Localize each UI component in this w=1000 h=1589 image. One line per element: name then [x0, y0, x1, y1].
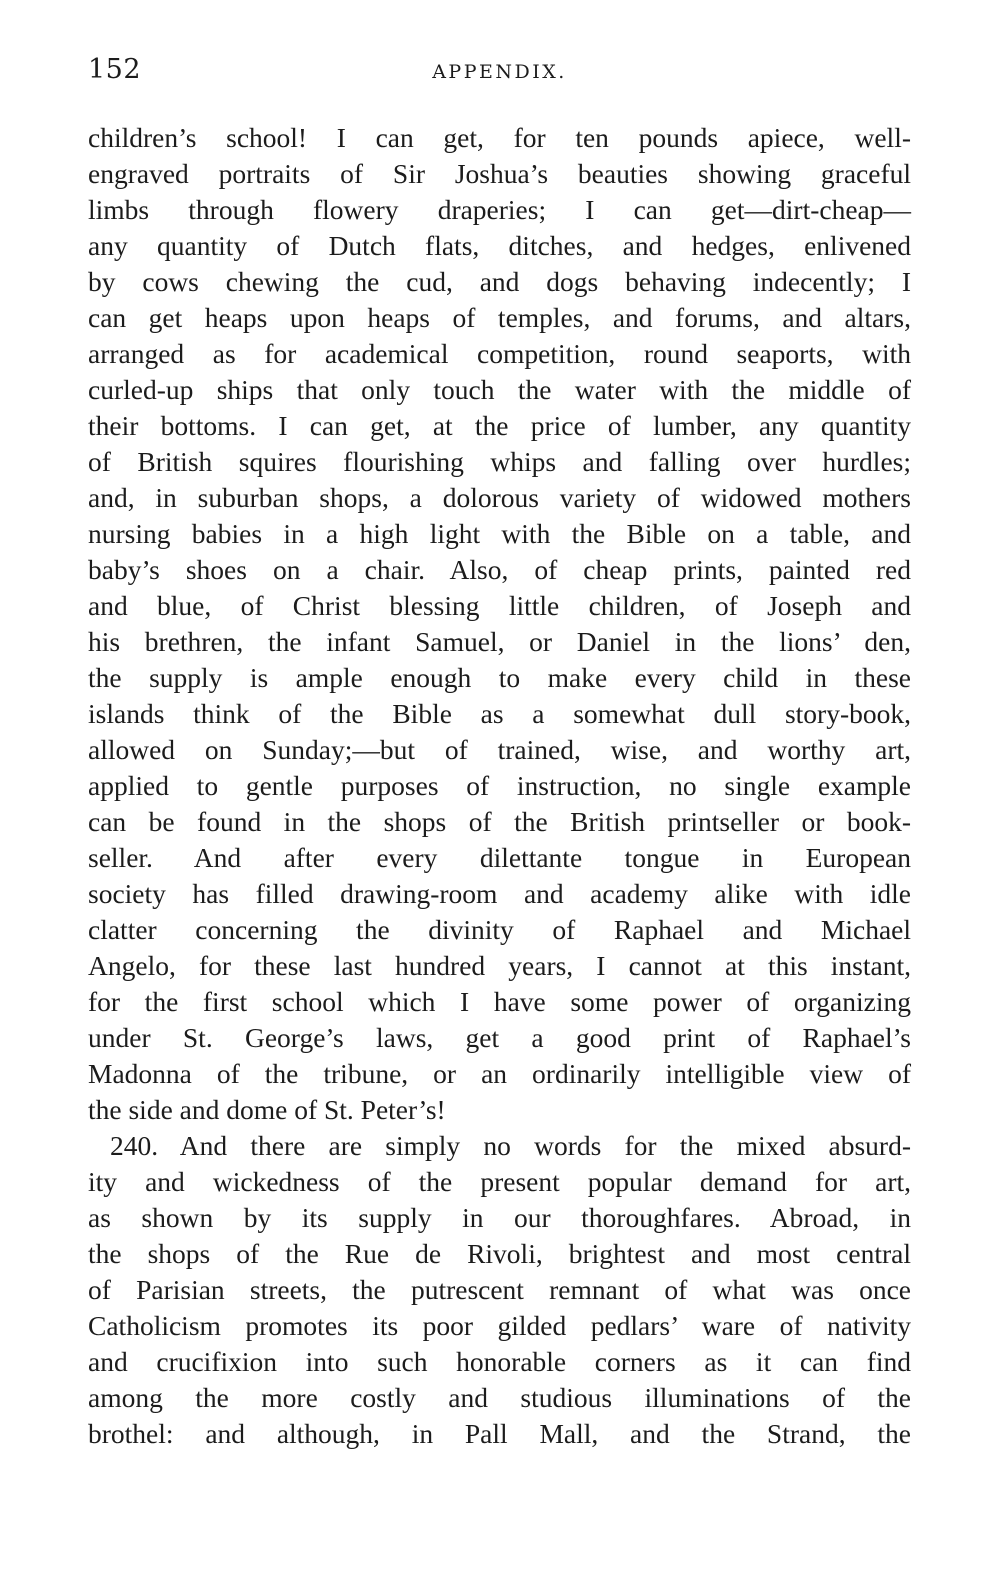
page-header: [88, 54, 911, 98]
text-line: baby’s shoes on a chair. Also, of cheap prints, painted red: [88, 554, 911, 585]
paragraph-end-line: the side and dome of St. Peter’s!: [88, 1094, 446, 1125]
text-line: for the first school which I have some power of organizing: [88, 986, 911, 1017]
text-line: can be found in the shops of the British printseller or book-: [88, 806, 911, 837]
text-line: their bottoms. I can get, at the price of lumber, any quantity: [88, 410, 911, 441]
text-line: nursing babies in a high light with the Bible on a table, and: [88, 518, 911, 549]
text-line: and, in suburban shops, a dolorous variety of widowed mothers: [88, 482, 911, 513]
text-line: curled-up ships that only touch the water with the middle of: [88, 374, 911, 405]
text-line: under St. George’s laws, get a good print of Raphael’s: [88, 1022, 911, 1053]
text-line: by cows chewing the cud, and dogs behaving indecently; I: [88, 266, 911, 297]
text-line: engraved portraits of Sir Joshua’s beauties showing graceful: [88, 158, 911, 189]
text-line: among the more costly and studious illuminations of the: [88, 1382, 911, 1413]
text-line: can get heaps upon heaps of temples, and forums, and altars,: [88, 302, 911, 333]
text-line: allowed on Sunday;—but of trained, wise, and worthy art,: [88, 734, 911, 765]
text-line: islands think of the Bible as a somewhat dull story-book,: [88, 698, 911, 729]
text-line: of Parisian streets, the putrescent remnant of what was once: [88, 1274, 911, 1305]
text-line: the shops of the Rue de Rivoli, brightest and most central: [88, 1238, 911, 1269]
text-line: seller. And after every dilettante tongue in European: [88, 842, 911, 873]
text-line: the supply is ample enough to make every child in these: [88, 662, 911, 693]
text-line: applied to gentle purposes of instruction, no single example: [88, 770, 911, 801]
running-head: APPENDIX.: [432, 61, 567, 83]
text-line: limbs through flowery draperies; I can get—dirt-cheap—: [88, 194, 911, 225]
body-text: [88, 120, 911, 1452]
paragraph-240-start: 240. And there are simply no words for the mixed absurd-: [110, 1130, 911, 1161]
text-line: brothel: and although, in Pall Mall, and the Strand, the: [88, 1418, 911, 1449]
text-line: and crucifixion into such honorable corners as it can find: [88, 1346, 911, 1377]
text-line: his brethren, the infant Samuel, or Daniel in the lions’ den,: [88, 626, 911, 657]
text-line: Catholicism promotes its poor gilded pedlars’ ware of nativity: [88, 1310, 911, 1341]
text-line: Madonna of the tribune, or an ordinarily intelligible view of: [88, 1058, 911, 1089]
text-line: as shown by its supply in our thoroughfares. Abroad, in: [88, 1202, 911, 1233]
text-line: any quantity of Dutch flats, ditches, and hedges, enlivened: [88, 230, 911, 261]
text-line: ity and wickedness of the present popular demand for art,: [88, 1166, 911, 1197]
text-line: and blue, of Christ blessing little children, of Joseph and: [88, 590, 911, 621]
text-line: society has filled drawing-room and academy alike with idle: [88, 878, 911, 909]
text-line: Angelo, for these last hundred years, I cannot at this instant,: [88, 950, 911, 981]
text-line: of British squires flourishing whips and falling over hurdles;: [88, 446, 911, 477]
page-number: 152: [88, 54, 142, 85]
text-line: clatter concerning the divinity of Raphael and Michael: [88, 914, 911, 945]
text-line: arranged as for academical competition, round seaports, with: [88, 338, 911, 369]
text-line: children’s school! I can get, for ten pounds apiece, well-: [88, 122, 911, 153]
